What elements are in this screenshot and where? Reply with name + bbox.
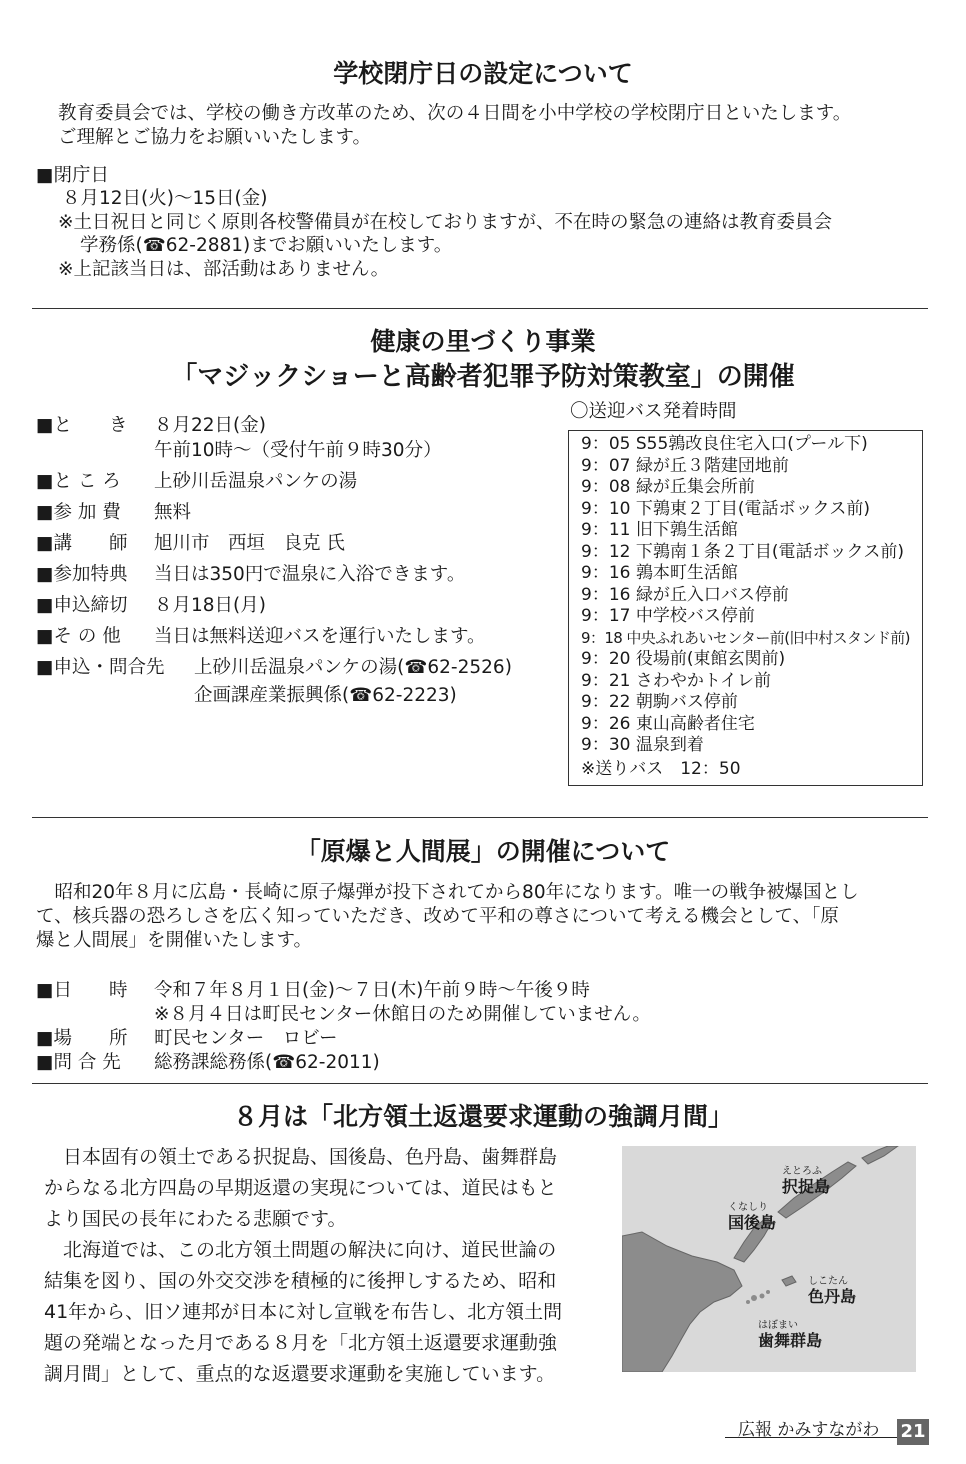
section4-body: [44, 1142, 614, 1390]
bus-stop-row: 9：10 下鶉東２丁目(電話ボックス前): [581, 499, 870, 519]
exhibit-date-label: ■日 時: [36, 980, 128, 1001]
section4-line: からなる北方四島の早期返還の実現については、道民はもと: [44, 1177, 557, 1199]
kunashiri-label: 国後島: [728, 1213, 777, 1232]
footer-label: 広報 かみすながわ: [738, 1420, 880, 1440]
page-number: 21: [897, 1419, 929, 1445]
section3-para-line1: 昭和20年８月に広島・長崎に原子爆弾が投下されてから80年になります。唯一の戦争被爆国とし: [36, 882, 859, 903]
event-lecturer-value: 旭川市 西垣 良克 氏: [154, 533, 345, 554]
event-contact-value2: 企画課産業振興係(☎62-2223): [194, 685, 457, 706]
bus-return-time: ※送りバス 12：50: [581, 759, 741, 779]
section4-line: 41年から、旧ソ連邦が日本に対し宣戦を布告し、北方領土問: [44, 1301, 563, 1323]
kunashiri-ruby: くなしり: [728, 1202, 768, 1213]
bus-stop-row: 9：11 旧下鶉生活館: [581, 520, 738, 540]
event-when-value: ８月22日(金): [154, 415, 266, 436]
exhibit-date-value: 令和７年８月１日(金)～７日(木)午前９時～午後９時: [154, 980, 590, 1001]
northern-territories-map: [622, 1146, 916, 1372]
divider: [32, 1083, 928, 1084]
event-deadline-label: ■申込締切: [36, 595, 128, 616]
bus-stop-row: 9：22 朝駒バス停前: [581, 692, 738, 712]
section4-title: ８月は「北方領土返還要求運動の強調月間」: [232, 1102, 733, 1131]
exhibit-contact-label: ■問 合 先: [36, 1052, 121, 1073]
bus-stop-row: 9：16 緑が丘入口バス停前: [581, 585, 789, 605]
closed-days-label: ■閉庁日: [36, 165, 109, 186]
section3-para-line2: て、核兵器の恐ろしさを広く知っていただき、改めて平和の尊さについて考える機会として、「原: [36, 906, 839, 927]
event-when-label: ■と き: [36, 415, 128, 436]
closed-days-date: ８月12日(火)～15日(金): [62, 188, 268, 209]
bus-schedule-title: 〇送迎バス発着時間: [570, 401, 737, 422]
footer-rule: [725, 1437, 900, 1438]
section1-title: 学校閉庁日の設定について: [333, 59, 633, 88]
section1-para-line2: ご理解とご協力をお願いいたします。: [58, 127, 372, 148]
habomai-label: 歯舞群島: [758, 1331, 823, 1350]
habomai-ruby: はぼまい: [758, 1320, 798, 1331]
closed-days-note2: ※上記該当日は、部活動はありません。: [58, 259, 390, 280]
event-deadline-value: ８月18日(月): [154, 595, 266, 616]
section4-line: 北海道では、この北方領土問題の解決に向け、道民世論の: [44, 1239, 557, 1261]
etorofu-ruby: えとろふ: [782, 1166, 822, 1177]
bus-stop-row: 9：12 下鶉南１条２丁目(電話ボックス前): [581, 542, 904, 562]
bus-stop-row: 9：26 東山高齢者住宅: [581, 714, 755, 734]
section2-title2: 「マジックショーと高齢者犯罪予防対策教室」の開催: [171, 362, 795, 392]
section4-line: 日本固有の領土である択捉島、国後島、色丹島、歯舞群島: [44, 1146, 558, 1168]
bus-stop-row: 9：16 鶉本町生活館: [581, 563, 738, 583]
event-contact-value1: 上砂川岳温泉パンケの湯(☎62-2526): [194, 657, 512, 678]
event-time-value: 午前10時～（受付午前９時30分）: [154, 440, 442, 461]
event-fee-value: 無料: [154, 502, 192, 523]
section4-line: 題の発端となった月である８月を「北方領土返還要求運動強: [44, 1332, 558, 1354]
exhibit-contact-value: 総務課総務係(☎62-2011): [154, 1052, 380, 1073]
bus-stop-row: 9：30 温泉到着: [581, 735, 704, 755]
bus-stop-row: 9：21 さわやかトイレ前: [581, 671, 772, 691]
exhibit-place-value: 町民センター ロビー: [154, 1028, 338, 1049]
closed-days-note1b: 学務係(☎62-2881)までお願いいたします。: [80, 235, 453, 256]
event-where-label: ■と こ ろ: [36, 471, 121, 492]
event-fee-label: ■参 加 費: [36, 502, 121, 523]
closed-days-note1a: ※土日祝日と同じく原則各校警備員が在校しておりますが、不在時の緊急の連絡は教育委員会: [58, 212, 833, 233]
event-contact-label: ■申込・問合先: [36, 657, 165, 678]
bus-stop-row: 9：08 緑が丘集会所前: [581, 477, 755, 497]
shikotan-ruby: しこたん: [808, 1276, 848, 1287]
bus-stop-row: 9：18 中央ふれあいセンター前(旧中村スタンド前): [581, 629, 910, 647]
section3-title: 「原爆と人間展」の開催について: [295, 837, 671, 866]
divider: [32, 308, 928, 309]
section2-title1: 健康の里づくり事業: [370, 327, 596, 356]
event-bonus-label: ■参加特典: [36, 564, 128, 585]
section1-para-line1: 教育委員会では、学校の働き方改革のため、次の４日間を小中学校の学校閉庁日といたします。: [58, 103, 852, 124]
bus-stop-row: 9：05 S55鶉改良住宅入口(プール下): [581, 434, 868, 454]
event-other-value: 当日は無料送迎バスを運行いたします。: [154, 626, 486, 647]
divider: [32, 817, 928, 818]
etorofu-label: 択捉島: [782, 1177, 831, 1196]
bus-stop-row: 9：07 緑が丘３階建団地前: [581, 456, 789, 476]
section4-line: 結集を図り、国の外交交渉を積極的に後押しするため、昭和: [44, 1270, 557, 1292]
shikotan-label: 色丹島: [808, 1287, 857, 1306]
event-where-value: 上砂川岳温泉パンケの湯: [154, 471, 358, 492]
event-other-label: ■そ の 他: [36, 626, 121, 647]
bus-schedule-box: [568, 430, 923, 786]
exhibit-place-label: ■場 所: [36, 1028, 128, 1049]
section4-line: 調月間」として、重点的な返還要求運動を実施しています。: [44, 1363, 556, 1385]
bus-stop-row: 9：17 中学校バス停前: [581, 606, 755, 626]
bus-stop-row: 9：20 役場前(東館玄関前): [581, 649, 786, 669]
event-lecturer-label: ■講 師: [36, 533, 128, 554]
section4-line: より国民の長年にわたる悲願です。: [44, 1208, 347, 1230]
event-bonus-value: 当日は350円で温泉に入浴できます。: [154, 564, 466, 585]
exhibit-date-note: ※８月４日は町民センター休館日のため開催していません。: [154, 1004, 651, 1025]
section3-para-line3: 爆と人間展」を開催いたします。: [36, 930, 313, 951]
